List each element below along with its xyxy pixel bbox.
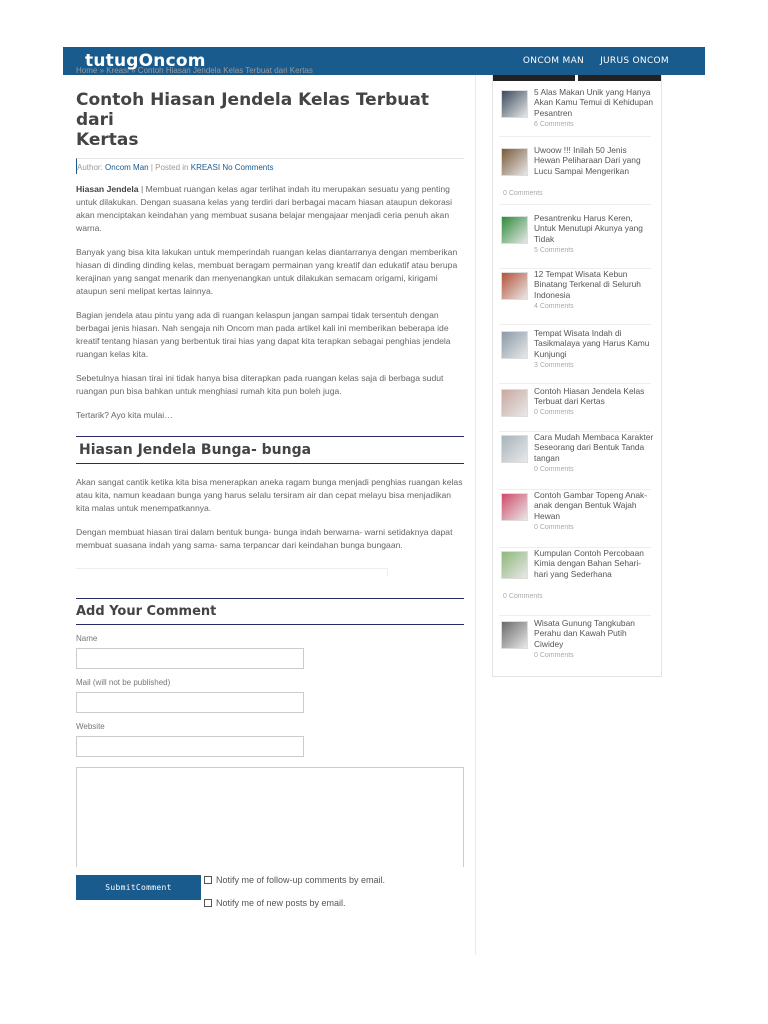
- sidebar-post-comments: 0 Comments: [503, 190, 543, 197]
- comment-textarea[interactable]: [76, 767, 464, 867]
- post-paragraph: Banyak yang bisa kita lakukan untuk memperindah ruangan kelas diantarranya dengan memberikan hiasan di dinding dinding kelas, membuat beragam permainan yang kreatif dan edukatif atau berupa kerajinan yang sangat menarik dan menyenangkan untuk dilakukan semacam origami, kirigami ataupun seni melipat kertas lainnya.: [76, 247, 458, 296]
- sidebar-tab-popular[interactable]: [493, 75, 575, 81]
- intro-text: | Membuat ruangan kelas agar terlihat indah itu merupakan sesuatu yang penting untuk dilakukan. Dengan suasana kelas yang terdiri dari berbagai macam hiasan ataupun dekorasi akan menciptakan keindahan yang membuat susana belajar mengajaar menjadi ceria penuh akan warna.: [76, 184, 452, 233]
- sidebar-post-item[interactable]: [499, 548, 651, 616]
- sidebar-post-title[interactable]: 12 Tempat Wisata Kebun Binatang Terkenal di Seluruh Indonesia: [534, 269, 641, 300]
- post-title-line-2: Kertas: [76, 130, 139, 150]
- post-paragraph: Bagian jendela atau pintu yang ada di ruangan kelaspun jangan sampai tidak tersentuh dengan berbagai jenis hiasan. Nah sengaja nih Oncom man pada artikel kali ini memberikan beberapa ide kreatif tentang hiasan yang berbentuk tirai hias yang dapat kita terapkan sebagai penghias jendela ruangan kelas kita.: [76, 310, 451, 359]
- name-field[interactable]: [76, 648, 304, 669]
- main-nav: [523, 56, 669, 66]
- sidebar-post-title[interactable]: Uwoow !!! Inilah 50 Jenis Hewan Peliharaan Dari yang Lucu Sampai Mengerikan: [534, 145, 641, 176]
- sidebar-post-comments: 5 Comments: [534, 247, 574, 254]
- notify-new-posts-checkbox[interactable]: [204, 899, 212, 907]
- website-label: Website: [76, 722, 105, 731]
- category-link[interactable]: KREASI: [190, 163, 221, 172]
- sidebar-post-item[interactable]: [499, 618, 651, 668]
- section-heading: Hiasan Jendela Bunga- bunga: [76, 436, 464, 464]
- sidebar-tabs: [493, 75, 663, 81]
- sidebar-post-item[interactable]: [499, 328, 651, 384]
- sidebar-post-title[interactable]: Wisata Gunung Tangkuban Perahu dan Kawah Putih Ciwidey: [534, 618, 635, 649]
- post-title-line-1: Contoh Hiasan Jendela Kelas Terbuat dari: [76, 90, 429, 130]
- sidebar-post-item[interactable]: [499, 269, 651, 325]
- sidebar-post-title[interactable]: Contoh Hiasan Jendela Kelas Terbuat dari Kertas: [534, 386, 645, 407]
- meta-author-prefix: Author:: [77, 163, 103, 172]
- post-thumbnail[interactable]: [501, 272, 528, 300]
- sidebar-popular-posts: [492, 75, 662, 677]
- submit-comment-button[interactable]: SubmitComment: [76, 875, 201, 900]
- notify-new-posts-label: Notify me of new posts by email.: [216, 898, 346, 908]
- post-paragraph: Tertarik? Ayo kita mulai…: [76, 410, 173, 420]
- sidebar-post-comments: 0 Comments: [534, 466, 574, 473]
- post-paragraph: Sebetulnya hiasan tirai ini tidak hanya bisa diterapkan pada ruangan kelas saja di berbaga sudut ruangan pun bisa bahkan untuk menghiasi rumah kita pun boleh juga.: [76, 373, 444, 396]
- post-thumbnail[interactable]: [501, 493, 528, 521]
- post-content: [76, 90, 464, 925]
- notify-followup-label: Notify me of follow-up comments by email.: [216, 875, 386, 885]
- sidebar-post-title[interactable]: Contoh Gambar Topeng Anak- anak dengan Bentuk Wajah Hewan: [534, 490, 647, 521]
- sidebar-post-item[interactable]: [499, 386, 651, 432]
- breadcrumb[interactable]: Home » Kreasi » Contoh Hiasan Jendela Kelas Terbuat dari Kertas: [76, 67, 313, 75]
- sidebar-post-title[interactable]: Pesantrenku Harus Keren, Untuk Menutupi Akunya yang Tidak: [534, 213, 643, 244]
- submit-row: [76, 875, 464, 925]
- sidebar-post-comments: 0 Comments: [534, 652, 574, 659]
- post-paragraph: Akan sangat cantik ketika kita bisa menerapkan aneka ragam bunga menjadi penghias ruangan kelas atau kita, namun keadaan bunga yang harus selalu tersiram air dan cepat melayu bisa menjadikan kita malas untuk menempatkannya.: [76, 477, 463, 513]
- sidebar-post-comments: 0 Comments: [534, 524, 574, 531]
- post-thumbnail[interactable]: [501, 216, 528, 244]
- notify-followup[interactable]: [204, 875, 385, 885]
- sidebar-post-title[interactable]: Kumpulan Contoh Percobaan Kimia dengan Bahan Sehari- hari yang Sederhana: [534, 548, 644, 579]
- mail-label: Mail (will not be published): [76, 678, 171, 687]
- sidebar-post-item[interactable]: [499, 145, 651, 205]
- name-label: Name: [76, 634, 98, 643]
- sidebar-post-comments: 3 Comments: [534, 362, 574, 369]
- post-thumbnail[interactable]: [501, 551, 528, 579]
- sidebar-post-title[interactable]: 5 Alas Makan Unik yang Hanya Akan Kamu Temui di Kehidupan Pesantren: [534, 87, 654, 118]
- website-field[interactable]: [76, 736, 304, 757]
- notify-new-posts[interactable]: [204, 898, 346, 908]
- sidebar-post-item[interactable]: [499, 490, 651, 548]
- post-thumbnail[interactable]: [501, 148, 528, 176]
- sidebar-post-title[interactable]: Tempat Wisata Indah di Tasikmalaya yang Harus Kamu Kunjungi: [534, 328, 650, 359]
- sidebar-post-item[interactable]: [499, 87, 654, 137]
- site-logo[interactable]: tutugOncom: [85, 51, 206, 71]
- sidebar-post-comments: 0 Comments: [503, 593, 543, 600]
- sidebar-tab-recent[interactable]: [578, 75, 661, 81]
- sidebar-post-comments: 6 Comments: [534, 121, 574, 128]
- sidebar-post-comments: 0 Comments: [534, 409, 574, 416]
- comments-link[interactable]: No Comments: [222, 163, 274, 172]
- share-box: [76, 568, 388, 576]
- comment-heading: Add Your Comment: [76, 598, 464, 625]
- post-thumbnail[interactable]: [501, 621, 528, 649]
- sidebar-post-comments: 4 Comments: [534, 303, 574, 310]
- post-thumbnail[interactable]: [501, 90, 528, 118]
- post-title: [76, 90, 464, 150]
- post-paragraph: Dengan membuat hiasan tirai dalam bentuk bunga- bunga indah berwarna- warni setidaknya dapat membuat suasana indah yang sama- sama terpancar dari keindahan bunga bungaan.: [76, 527, 453, 550]
- meta-posted-in: | Posted in: [150, 163, 189, 172]
- nav-item-jurus-oncom[interactable]: JURUS ONCOM: [600, 56, 669, 66]
- column-divider: [475, 75, 476, 955]
- notify-followup-checkbox[interactable]: [204, 876, 212, 884]
- intro-keyword: Hiasan Jendela: [76, 184, 139, 194]
- sidebar-post-item[interactable]: [499, 432, 654, 490]
- nav-item-oncom-man[interactable]: ONCOM MAN: [522, 56, 585, 66]
- sidebar-post-item[interactable]: [499, 213, 651, 269]
- email-field[interactable]: [76, 692, 304, 713]
- post-meta: [76, 158, 464, 174]
- post-thumbnail[interactable]: [501, 331, 528, 359]
- post-paragraph: [76, 183, 464, 235]
- sidebar-post-title[interactable]: Cara Mudah Membaca Karakter Seseorang dari Bentuk Tanda tangan: [534, 432, 654, 463]
- post-thumbnail[interactable]: [501, 435, 528, 463]
- post-thumbnail[interactable]: [501, 389, 528, 417]
- author-link[interactable]: Oncom Man: [105, 163, 149, 172]
